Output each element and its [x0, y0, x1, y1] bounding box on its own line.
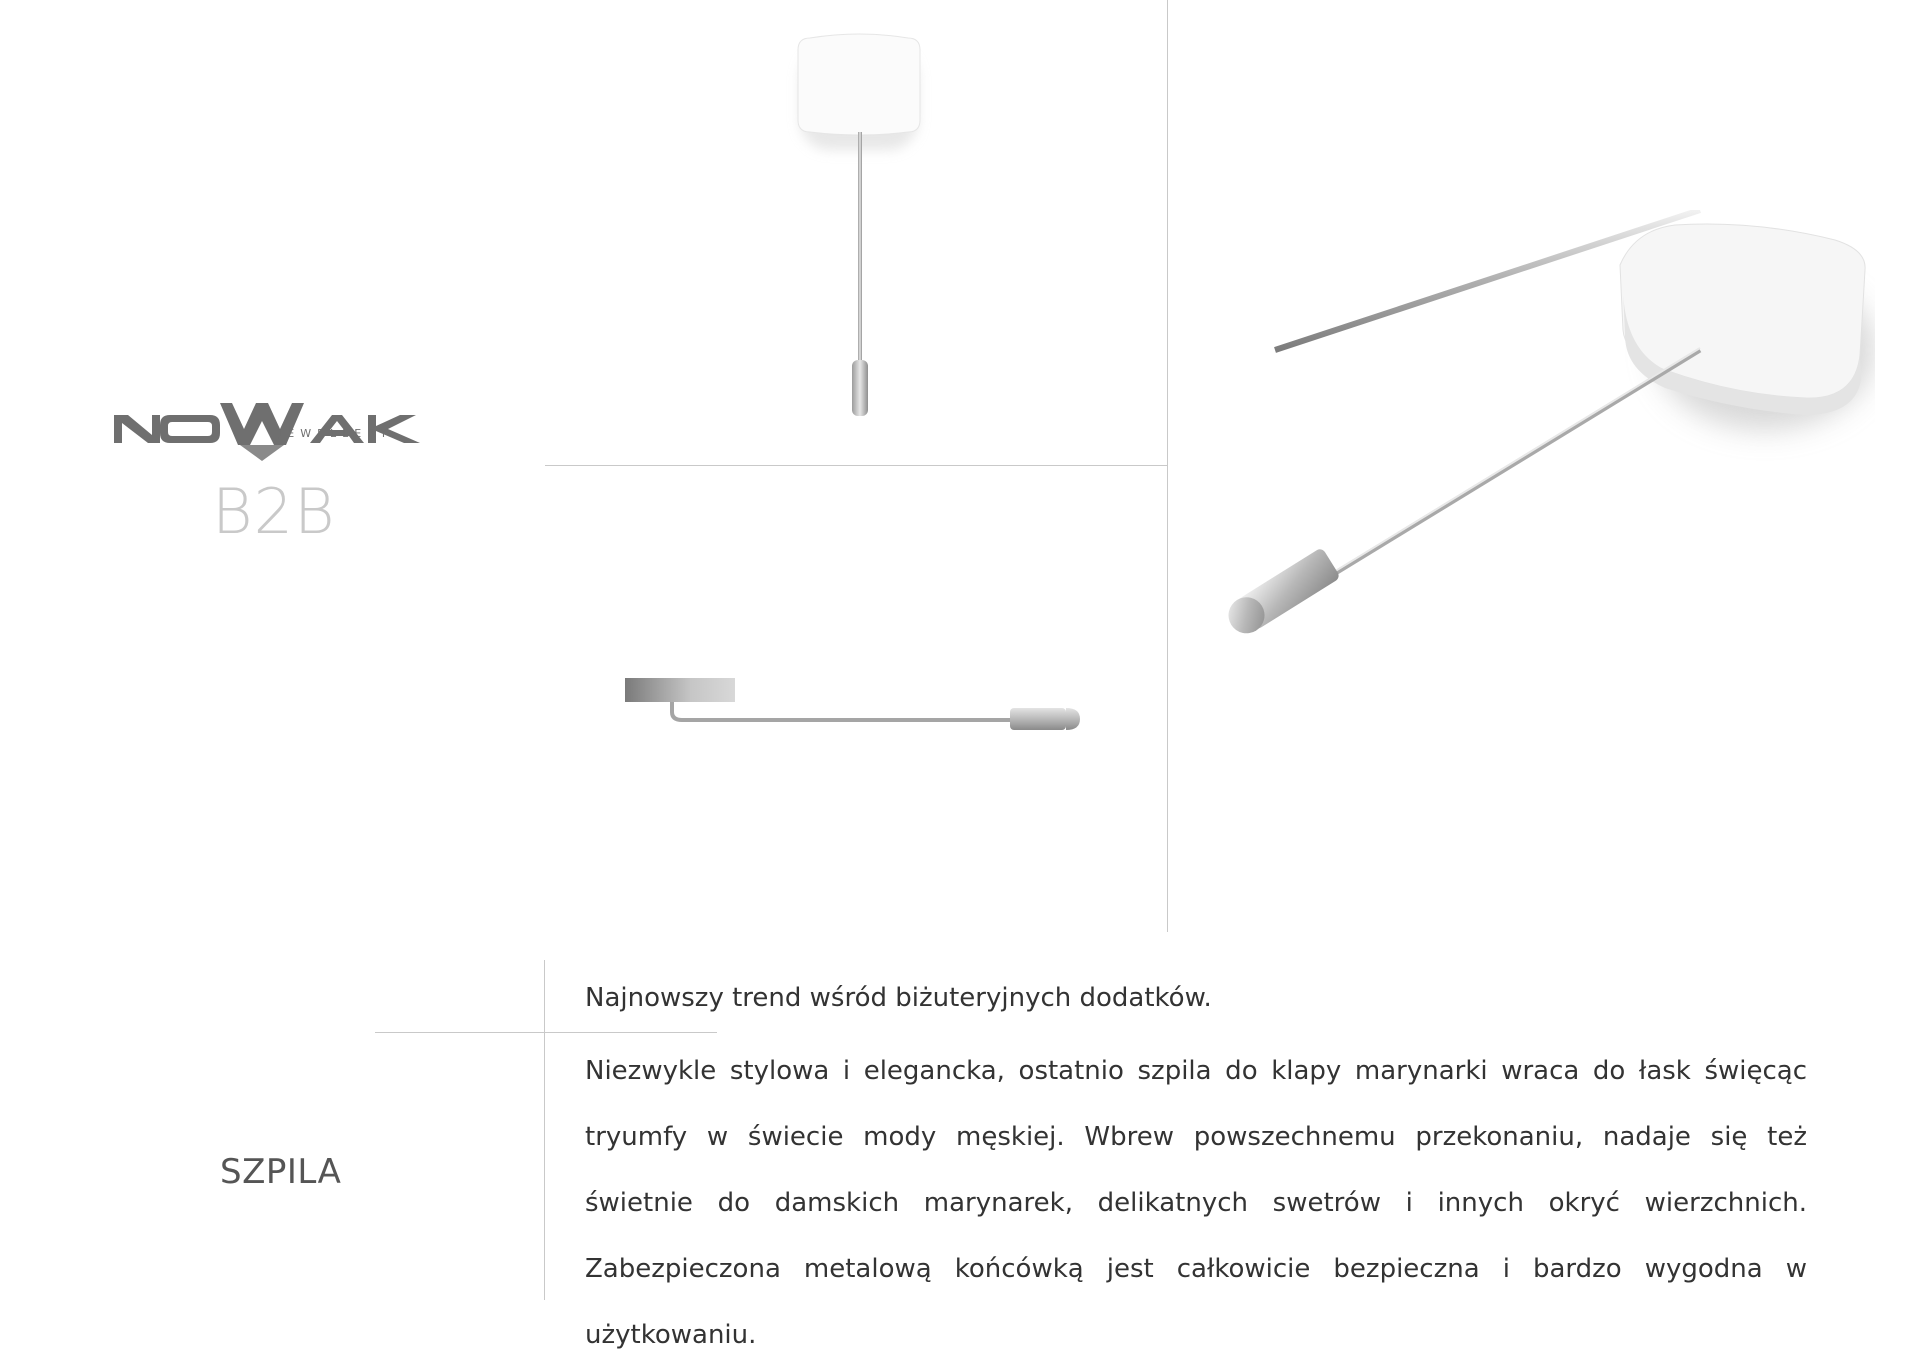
description-body: Niezwykle stylowa i elegancka, ostatnio szpila do klapy marynarki wraca do łask święcąc tryumfy w świecie mody męskiej. Wbrew powszechnemu przekonaniu, nadaje się też świetnie do damskich marynarek, delikatnych swetrów i innych okryć wierzchnich. Zabezpieczona metalową końcówką jest całkowicie bezpieczna i bardzo wygodna w użytkowaniu.: [585, 1056, 1807, 1350]
vertical-divider-top: [1167, 0, 1168, 932]
product-description: [585, 978, 1807, 1368]
vertical-divider-text: [544, 960, 545, 1300]
pin-perspective-view-image: [1195, 210, 1875, 680]
b2b-tagline: B2B: [212, 475, 336, 548]
logo-subtext: JEWELLERY: [278, 427, 393, 440]
brand-logo: [110, 385, 440, 465]
product-label: SZPILA: [220, 1152, 342, 1192]
pin-side-view-image: [620, 670, 1090, 730]
pin-front-view-image: [780, 20, 940, 440]
description-lead: Najnowszy trend wśród biżuteryjnych dodatków.: [585, 983, 1212, 1013]
horizontal-divider-images: [545, 465, 1167, 466]
